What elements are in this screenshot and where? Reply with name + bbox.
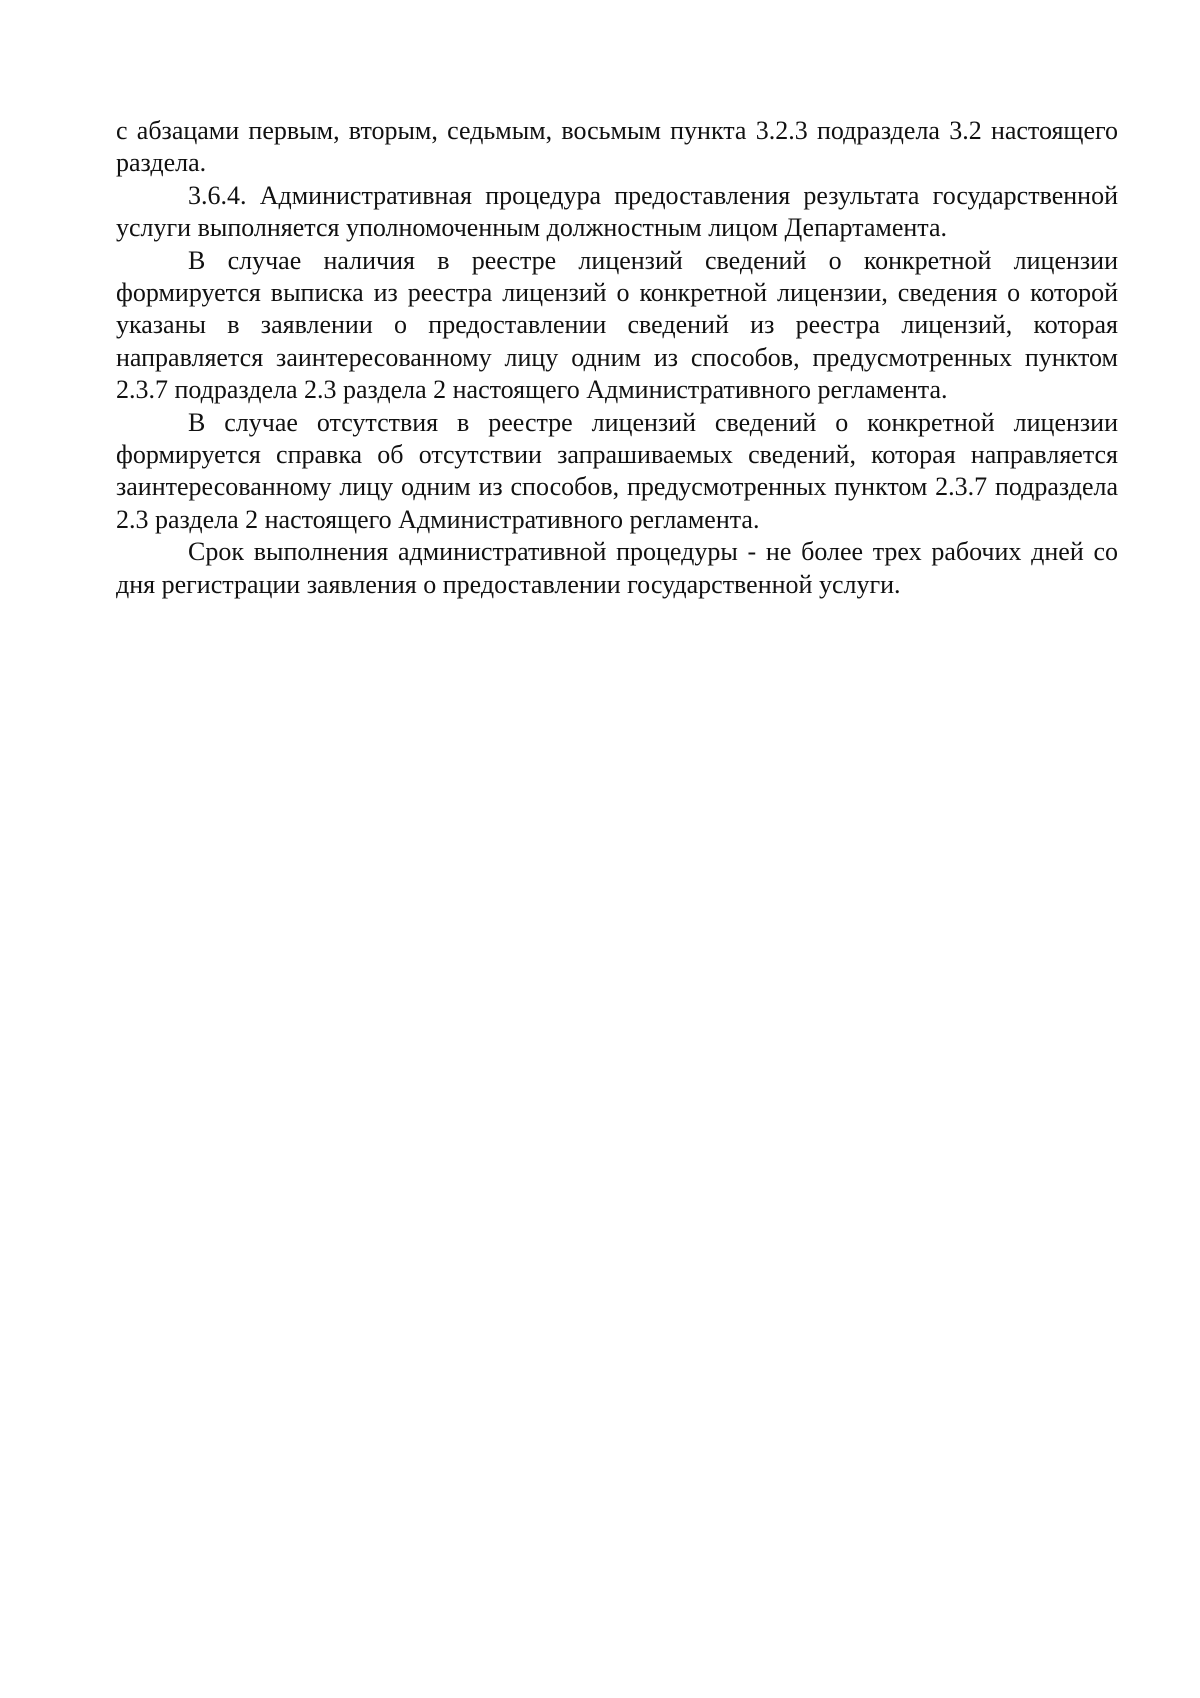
paragraph-3-6-4: 3.6.4. Административная процедура предоставления результата государственной услуги выполняется уполномоченным должностным лицом Департамента. bbox=[116, 180, 1118, 243]
paragraph-continuation: с абзацами первым, вторым, седьмым, восьмым пункта 3.2.3 подраздела 3.2 настоящего раздела. bbox=[116, 116, 1118, 178]
paragraph-deadline: Срок выполнения административной процедуры - не более трех рабочих дней со дня регистрации заявления о предоставлении государственной услуги. bbox=[116, 537, 1118, 599]
paragraph-license-present: В случае наличия в реестре лицензий сведений о конкретной лицензии формируется выписка из реестра лицензий о конкретной лицензии, сведения о которой указаны в заявлении о предоставлении сведений из реестра лицензий, которая направляется заинтересованному лицу одним из способов, предусмотренных пунктом 2.3.7 подраздела 2.3 раздела 2 настоящего Административного регламента. bbox=[116, 245, 1118, 405]
document-body bbox=[116, 115, 1118, 601]
paragraph-license-absent: В случае отсутствия в реестре лицензий сведений о конкретной лицензии формируется справка об отсутствии запрашиваемых сведений, которая направляется заинтересованному лицу одним из способов, предусмотренных пунктом 2.3.7 подраздела 2.3 раздела 2 настоящего Административного регламента. bbox=[116, 407, 1118, 534]
